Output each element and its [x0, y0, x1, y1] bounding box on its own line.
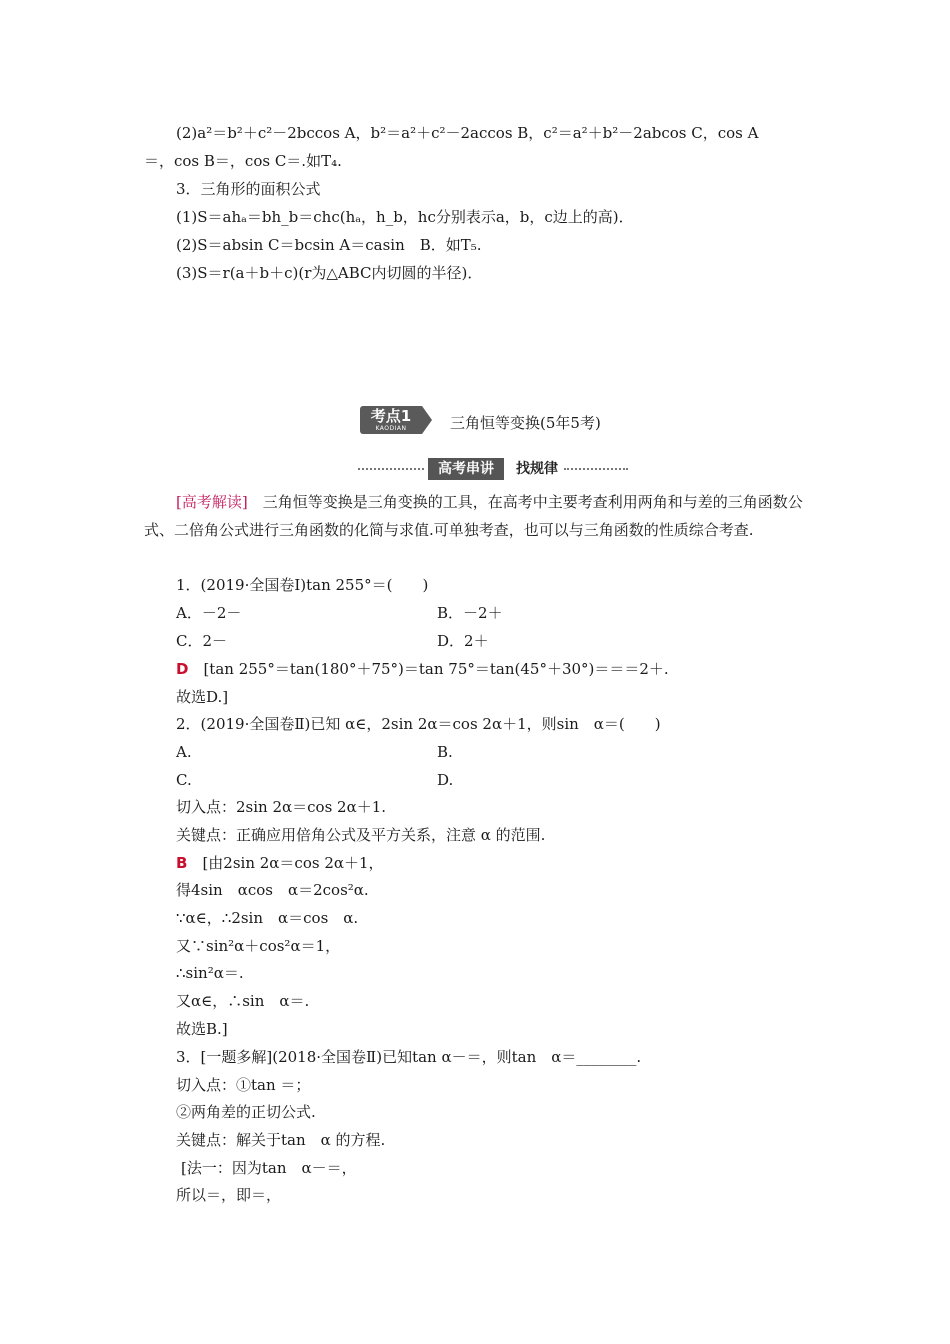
exam-reading-tag: [高考解读] — [176, 493, 248, 511]
section-badge — [360, 406, 422, 434]
q2-key-point: 关键点：正确应用倍角公式及平方关系，注意 α 的范围. — [176, 826, 546, 844]
q1-option-b: B．－2＋ — [437, 604, 503, 622]
q1-option-d: D．2＋ — [437, 632, 489, 650]
banner-left-label: 高考串讲 — [428, 458, 504, 480]
subsection-banner — [358, 458, 628, 480]
dotted-divider-left — [358, 468, 424, 470]
exam-reading-text: 三角恒等变换是三角变换的工具，在高考中主要考查利用两角和与差的三角函数公式、二倍角公式进行三角函数的化简与求值.可单独考查，也可以与三角函数的性质综合考查. — [144, 493, 803, 539]
q3-entry-point-2: ②两角差的正切公式. — [176, 1103, 316, 1121]
q1-solution: D [tan 255°＝tan(180°＋75°)＝tan 75°＝tan(45°＋30°)＝＝＝2＋. — [176, 660, 669, 678]
q2-option-a: A. — [176, 743, 192, 761]
q1-option-a: A．－2－ — [176, 604, 242, 622]
q2-stem: 2．(2019·全国卷Ⅱ)已知 α∈，2sin 2α＝cos 2α＋1，则sin α＝( ) — [176, 715, 661, 733]
q2-step-6: 又α∈，∴sin α＝. — [176, 992, 310, 1010]
area-formula-1: (1)S＝ahₐ＝bh_b＝chc(hₐ，h_b，hc分别表示a，b，c边上的高)． — [176, 208, 634, 226]
q2-option-d: D. — [437, 771, 454, 789]
q2-entry-point: 切入点：2sin 2α＝cos 2α＋1. — [176, 798, 387, 816]
formula-law-of-cosines: (2)a²＝b²＋c²－2bccos A，b²＝a²＋c²－2accos B，c²＝a²＋b²－2abcos C，cos A — [176, 124, 759, 142]
area-formula-2: (2)S＝absin C＝bcsin A＝casin B．如T₅. — [176, 236, 482, 254]
q3-key-point: 关键点：解关于tan α 的方程. — [176, 1131, 386, 1149]
q2-step-2: 得4sin αcos α＝2cos²α. — [176, 881, 369, 899]
section-badge-label: 考点1 — [370, 407, 412, 425]
q2-solution: B [由2sin 2α＝cos 2α＋1， — [176, 854, 384, 872]
heading-area-formula: 3．三角形的面积公式 — [176, 180, 321, 198]
q2-step-5: ∴sin²α＝. — [176, 964, 244, 982]
section-title: 三角恒等变换(5年5考) — [450, 414, 601, 432]
formula-cosines-ratio: ＝，cos B＝，cos C＝.如T₄. — [144, 152, 342, 170]
q3-method-1-step: 所以＝，即＝， — [176, 1186, 282, 1204]
dotted-divider-right — [564, 468, 628, 470]
q1-option-c: C．2－ — [176, 632, 228, 650]
section-badge-sub: KAODIAN — [375, 425, 407, 432]
q1-answer: D — [176, 660, 189, 678]
q2-step-3: ∵α∈，∴2sin α＝cos α. — [176, 909, 359, 927]
badge-arrow-icon — [422, 406, 432, 434]
q2-option-c: C. — [176, 771, 192, 789]
q2-step-4: 又∵sin²α＋cos²α＝1， — [176, 937, 341, 955]
q2-answer: B — [176, 854, 188, 872]
q2-option-b: B. — [437, 743, 453, 761]
area-formula-3: (3)S＝r(a＋b＋c)(r为△ABC内切圆的半径)． — [176, 264, 483, 282]
q3-entry-point: 切入点：①tan ＝； — [176, 1076, 311, 1094]
exam-reading-paragraph — [144, 488, 824, 544]
q3-stem: 3．[一题多解](2018·全国卷Ⅱ)已知tan α－＝，则tan α＝________. — [176, 1048, 642, 1066]
q2-solution-end: 故选B.] — [176, 1020, 228, 1038]
q3-method-1: [法一：因为tan α－＝， — [181, 1159, 357, 1177]
banner-right-label: 找规律 — [516, 461, 558, 477]
q1-stem: 1．(2019·全国卷Ⅰ)tan 255°＝( ) — [176, 576, 429, 594]
q1-solution-end: 故选D.] — [176, 688, 229, 706]
